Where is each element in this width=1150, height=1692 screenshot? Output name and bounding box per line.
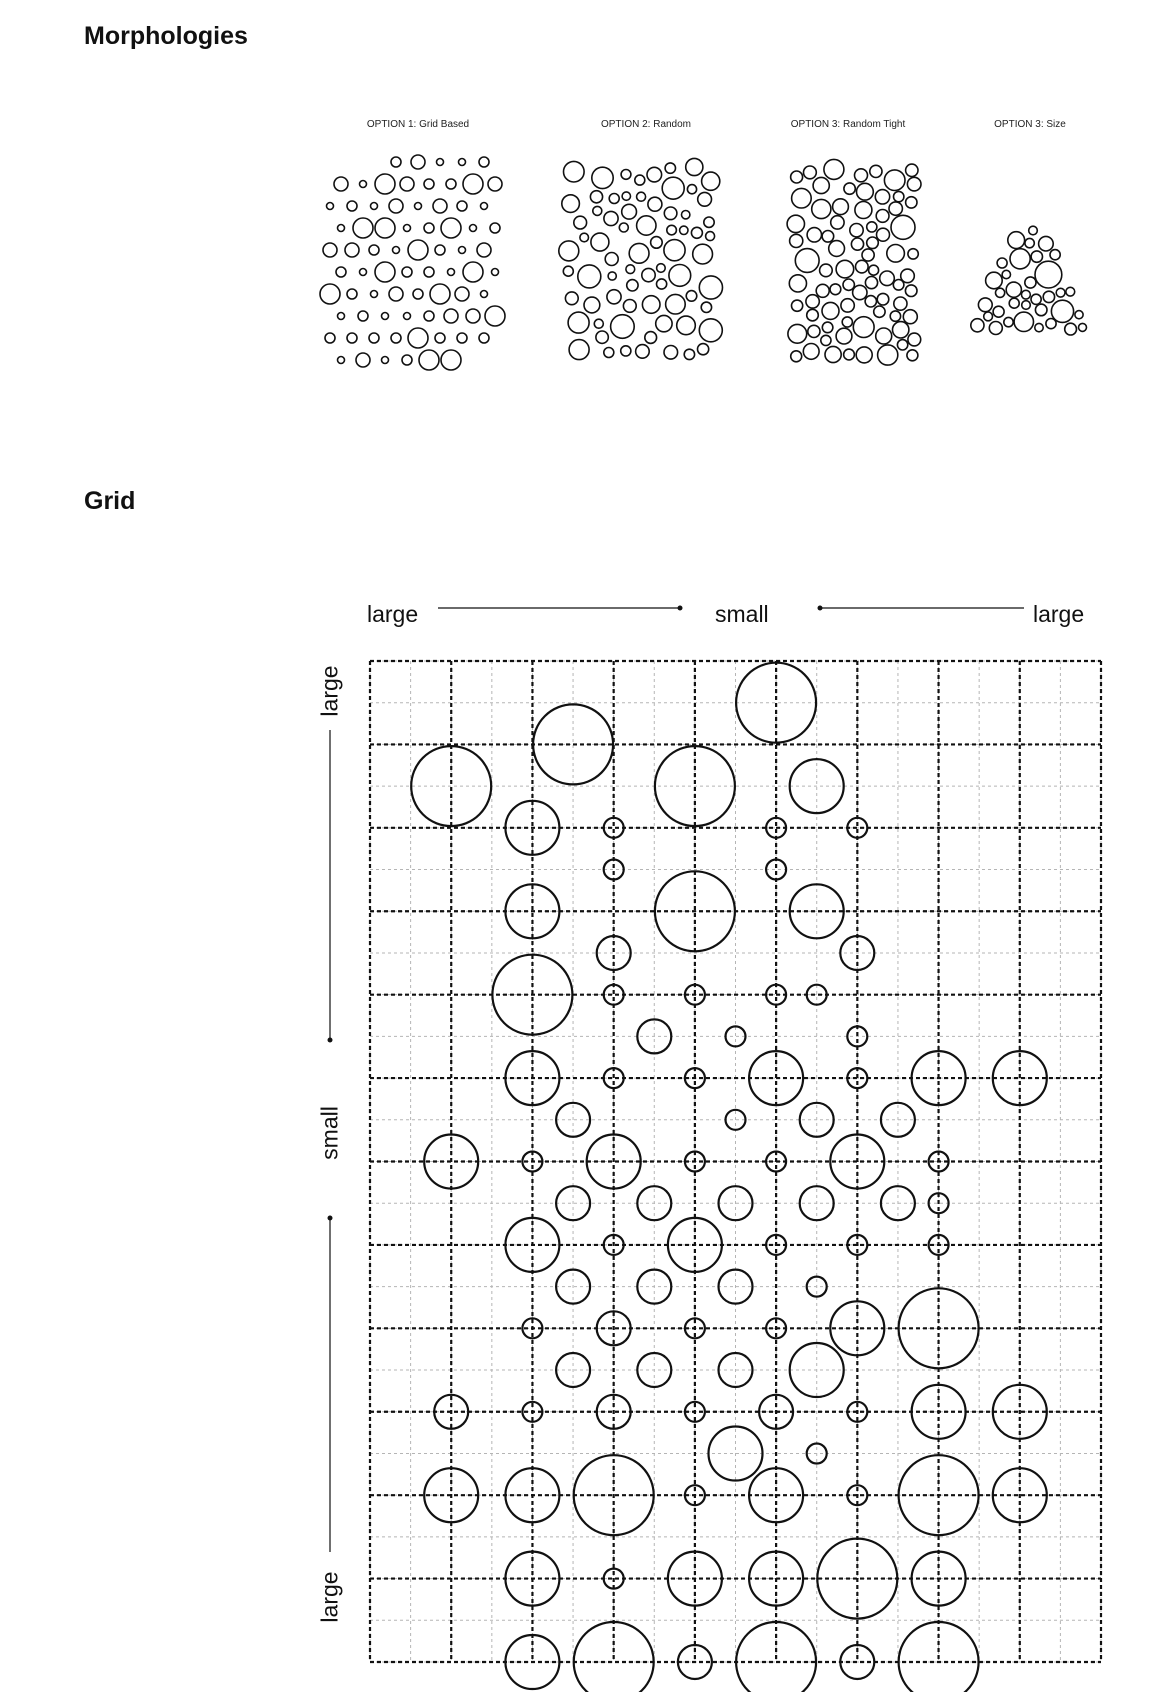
top-axis-center-label: small xyxy=(715,601,769,627)
side-axis-bottom-label: large xyxy=(316,1571,343,1623)
side-axis-arrow-bottom-dot xyxy=(328,1216,333,1221)
top-axis-left-label: large xyxy=(367,601,419,627)
grid-circles xyxy=(411,663,1047,1692)
side-axis-middle-label: small xyxy=(316,1106,343,1160)
morphologies-heading: Morphologies xyxy=(84,22,248,50)
top-axis-arrow-left-dot xyxy=(678,606,683,611)
top-axis-arrow-right-dot xyxy=(818,606,823,611)
option-3-label: OPTION 3: Random Tight xyxy=(790,119,906,130)
grid-circle xyxy=(766,860,786,880)
option-4-label: OPTION 3: Size xyxy=(994,119,1066,130)
top-axis-right-label: large xyxy=(1033,601,1085,627)
option-1-label: OPTION 1: Grid Based xyxy=(366,119,470,130)
side-axis-top-label: large xyxy=(316,665,343,717)
grid-heading: Grid xyxy=(84,487,136,515)
side-axis-arrow-top-dot xyxy=(328,1038,333,1043)
option-2-label: OPTION 2: Random xyxy=(600,119,692,130)
